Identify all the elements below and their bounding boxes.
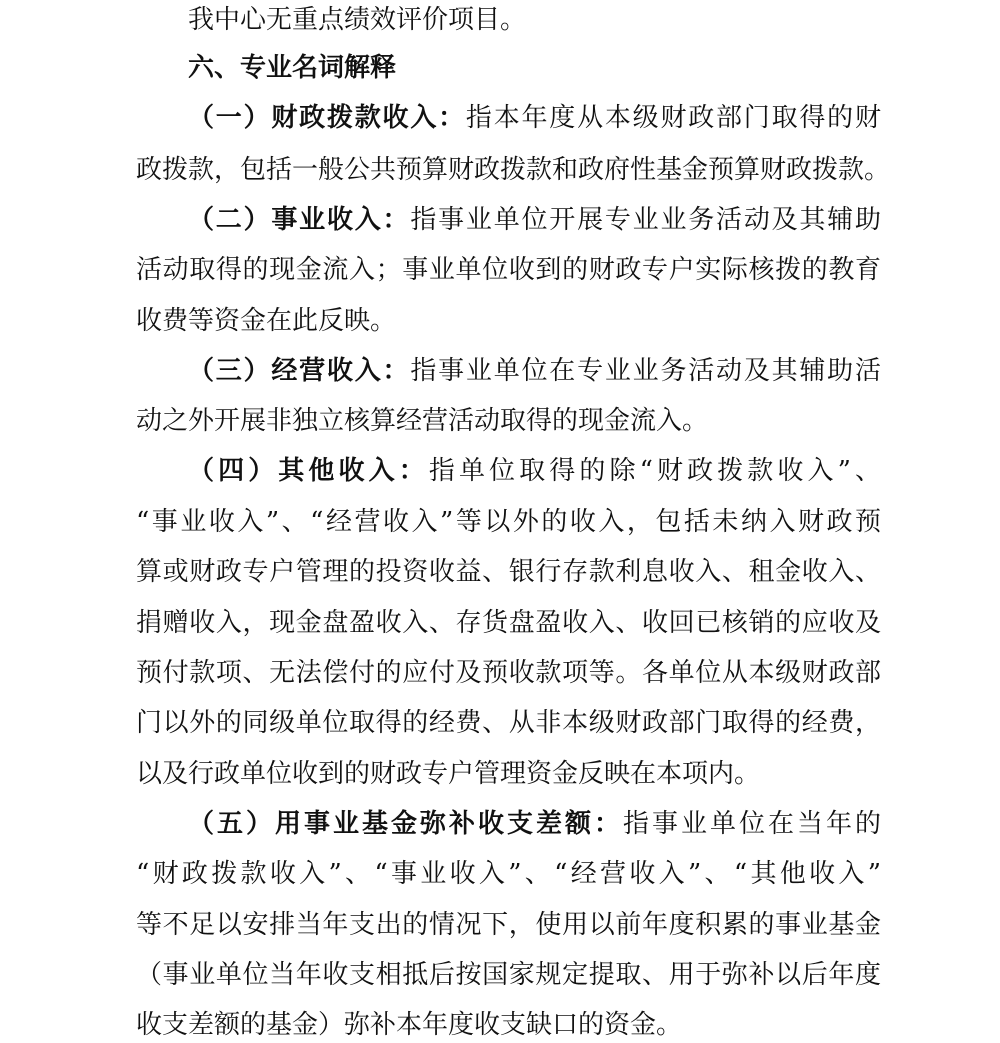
item-1-text: 指本年度从本级财政部门取得的财 bbox=[465, 103, 881, 133]
item-5-line-2: “财政拨款收入”、“事业收入”、“经营收入”、“其他收入” bbox=[136, 859, 881, 889]
item-1-line-1 bbox=[188, 101, 881, 135]
item-3-line-2: 动之外开展非独立核算经营活动取得的现金流入。 bbox=[136, 406, 709, 436]
item-4-term: （四）其他收入： bbox=[188, 456, 429, 486]
item-5-line-4: （事业单位当年收支相抵后按国家规定提取、用于弥补以后年度 bbox=[136, 960, 881, 990]
item-5-text: 指事业单位在当年的 bbox=[622, 809, 881, 839]
item-4-line-3: 算或财政专户管理的投资收益、银行存款利息收入、租金收入、 bbox=[136, 557, 881, 587]
item-4-text: 指单位取得的除“财政拨款收入”、 bbox=[428, 456, 881, 486]
item-3-text: 指事业单位在专业业务活动及其辅助活 bbox=[410, 356, 881, 386]
item-5-line-3: 等不足以安排当年支出的情况下，使用以前年度积累的事业基金 bbox=[136, 910, 881, 940]
item-4-line-4: 捐赠收入，现金盘盈收入、存货盘盈收入、收回已核销的应收及 bbox=[136, 608, 881, 638]
item-2-line-2: 活动取得的现金流入；事业单位收到的财政专户实际核拨的教育 bbox=[136, 255, 881, 285]
item-4-line-6: 门以外的同级单位取得的经费、从非本级财政部门取得的经费， bbox=[136, 708, 881, 738]
item-2-line-1 bbox=[188, 203, 881, 237]
item-2-line-3: 收费等资金在此反映。 bbox=[136, 306, 397, 336]
intro-tail-text: 我中心无重点绩效评价项目。 bbox=[188, 5, 527, 35]
item-4-line-1 bbox=[188, 454, 881, 488]
item-3-line-1 bbox=[188, 354, 881, 388]
item-1-line-2: 政拨款，包括一般公共预算财政拨款和政府性基金预算财政拨款。 bbox=[136, 155, 891, 185]
item-5-term: （五）用事业基金弥补收支差额： bbox=[188, 809, 623, 839]
item-3-term: （三）经营收入： bbox=[188, 356, 411, 386]
section-title: 六、专业名词解释 bbox=[188, 53, 397, 83]
item-5-line-1 bbox=[188, 807, 881, 841]
item-4-line-5: 预付款项、无法偿付的应付及预收款项等。各单位从本级财政部 bbox=[136, 658, 881, 688]
item-2-term: （二）事业收入： bbox=[188, 205, 411, 235]
item-4-line-2: “事业收入”、“经营收入”等以外的收入，包括未纳入财政预 bbox=[136, 507, 881, 537]
item-5-line-5: 收支差额的基金）弥补本年度收支缺口的资金。 bbox=[136, 1010, 683, 1040]
item-1-term: （一）财政拨款收入： bbox=[188, 103, 466, 133]
item-2-text: 指事业单位开展专业业务活动及其辅助 bbox=[410, 205, 881, 235]
item-4-line-7: 以及行政单位收到的财政专户管理资金反映在本项内。 bbox=[136, 759, 761, 789]
